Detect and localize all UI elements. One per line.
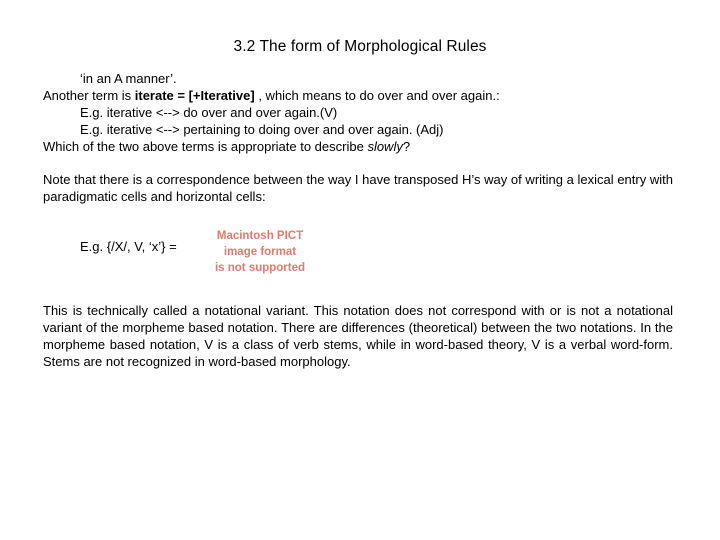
unsupported-image-placeholder bbox=[214, 228, 306, 276]
example-lexical-entry: E.g. {/X/, V, ‘x’} = bbox=[80, 239, 177, 254]
manner-line: ‘in an A manner’. bbox=[80, 71, 177, 86]
question-line bbox=[43, 138, 410, 155]
example-verb-line: E.g. iterative <--> do over and over again.(V) bbox=[80, 105, 338, 120]
final-paragraph: This is technically called a notational variant. This notation does not correspond with or is not a notational variant of the morpheme based notation. There are differences (theoretical) between the two notations. In the morpheme based notation, V is a class of verb stems, while in word-based theory, V is a verbal word-form. Stems are not recognized in word-based morphology. bbox=[43, 303, 673, 369]
iterate-line-pre: Another term is bbox=[43, 88, 135, 103]
question-pre: Which of the two above terms is appropriate to describe bbox=[43, 139, 368, 154]
pict-line-3: is not supported bbox=[214, 262, 306, 274]
iterate-term: iterate = [+Iterative] bbox=[134, 88, 255, 103]
example-adj-line: E.g. iterative <--> pertaining to doing over and over again. (Adj) bbox=[80, 122, 444, 137]
iterate-line-post: , which means to do over and over again.: bbox=[254, 88, 500, 103]
note-paragraph: Note that there is a correspondence between the way I have transposed H’s way of writing a lexical entry with paradigmatic cells and horizontal cells: bbox=[43, 172, 673, 204]
iterate-line bbox=[43, 87, 500, 104]
slide-title: 3.2 The form of Morphological Rules bbox=[233, 38, 487, 55]
question-post: ? bbox=[402, 139, 411, 154]
pict-line-1: Macintosh PICT bbox=[216, 230, 304, 242]
question-italic: slowly bbox=[367, 139, 403, 154]
pict-line-2: image format bbox=[223, 246, 297, 258]
